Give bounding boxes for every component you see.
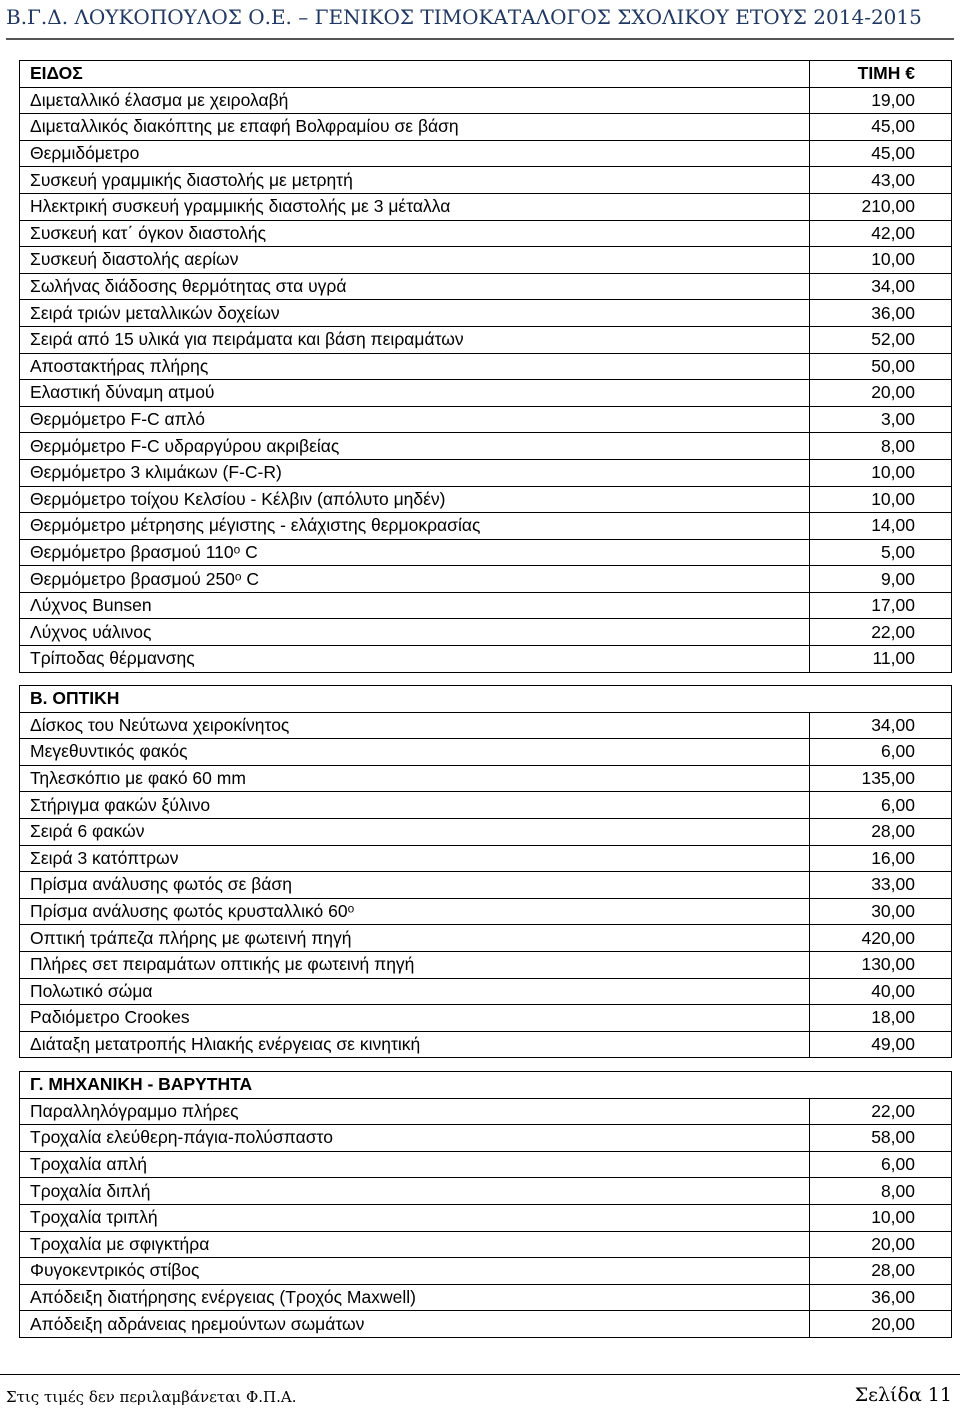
item-name: Σειρά 6 φακών [20,818,810,845]
table-row [20,765,952,792]
item-price: 28,00 [810,818,952,845]
item-name: Θερμόμετρο βρασμού 250ᵒ C [20,566,810,593]
table-row [20,326,952,353]
item-price: 130,00 [810,951,952,978]
item-name: Συσκευή διαστολής αερίων [20,247,810,274]
table-row [20,380,952,407]
item-name: Σειρά από 15 υλικά για πειράματα και βάση πειραμάτων [20,326,810,353]
table-row [20,167,952,194]
item-name: Στήριγμα φακών ξύλινο [20,792,810,819]
table-row [20,818,952,845]
item-name: Απόδειξη αδράνειας ηρεμούντων σωμάτων [20,1311,810,1338]
item-price: 8,00 [810,433,952,460]
table-row [20,513,952,540]
item-price: 34,00 [810,273,952,300]
item-price: 9,00 [810,566,952,593]
item-name: Θερμόμετρο F-C υδραργύρου ακριβείας [20,433,810,460]
item-name: Πρίσμα ανάλυσης φωτός σε βάση [20,872,810,899]
table-row [20,566,952,593]
company-name: Β.Γ.Δ. ΛΟΥΚΟΠΟΥΛΟΣ Ο.Ε. [6,5,292,29]
section-heading-row [20,1072,952,1099]
table-row [20,951,952,978]
table-row [20,619,952,646]
item-name: Συσκευή γραμμικής διαστολής με μετρητή [20,167,810,194]
item-name: Σωλήνας διάδοσης θερμότητας στα υγρά [20,273,810,300]
item-price: 14,00 [810,513,952,540]
section-heading-mechanics: Γ. ΜΗΧΑΝΙΚΗ - ΒΑΡΥΤΗΤΑ [20,1072,952,1099]
table-row [20,1258,952,1285]
item-price: 10,00 [810,459,952,486]
item-price: 28,00 [810,1258,952,1285]
item-name: Τροχαλία με σφιγκτήρα [20,1231,810,1258]
table-row [20,872,952,899]
item-name: Θερμόμετρο F-C απλό [20,406,810,433]
item-name: Οπτική τράπεζα πλήρης με φωτεινή πηγή [20,925,810,952]
item-price: 36,00 [810,1284,952,1311]
item-name: Πλήρες σετ πειραμάτων οπτικής με φωτεινή πηγή [20,951,810,978]
table-row [20,87,952,114]
item-name: Απόδειξη διατήρησης ενέργειας (Τροχός Maxwell) [20,1284,810,1311]
item-price: 420,00 [810,925,952,952]
item-name: Διμεταλλικό έλασμα με χειρολαβή [20,87,810,114]
item-price: 6,00 [810,792,952,819]
table-row [20,1204,952,1231]
item-name: Τροχαλία απλή [20,1151,810,1178]
item-name: Θερμόμετρο μέτρησης μέγιστης - ελάχιστης θερμοκρασίας [20,513,810,540]
item-price: 30,00 [810,898,952,925]
table-row [20,646,952,673]
header-dash: – [298,5,309,29]
item-price: 50,00 [810,353,952,380]
item-price: 17,00 [810,592,952,619]
item-name: Διμεταλλικός διακόπτης με επαφή Βολφραμίου σε βάση [20,114,810,141]
item-price: 45,00 [810,140,952,167]
table-row [20,1005,952,1032]
item-name: Τρίποδας θέρμανσης [20,646,810,673]
item-price: 20,00 [810,1311,952,1338]
table-row [20,433,952,460]
item-price: 10,00 [810,1204,952,1231]
item-price: 49,00 [810,1031,952,1058]
column-header-price: ΤΙΜΗ € [810,61,952,88]
column-header-item: ΕΙΔΟΣ [20,61,810,88]
table-row [20,1031,952,1058]
item-price: 43,00 [810,167,952,194]
item-price: 36,00 [810,300,952,327]
item-name: Φυγοκεντρικός στίβος [20,1258,810,1285]
item-price: 52,00 [810,326,952,353]
item-price: 8,00 [810,1178,952,1205]
section-heading-row [20,686,952,713]
table-row [20,845,952,872]
table-row [20,140,952,167]
item-name: Παραλληλόγραμμο πλήρες [20,1098,810,1125]
item-name: Αποστακτήρας πλήρης [20,353,810,380]
item-name: Σειρά τριών μεταλλικών δοχείων [20,300,810,327]
table-row [20,220,952,247]
item-name: Μεγεθυντικός φακός [20,739,810,766]
item-price: 20,00 [810,380,952,407]
item-name: Ηλεκτρική συσκευή γραμμικής διαστολής με 3 μέταλλα [20,193,810,220]
table-row [20,712,952,739]
item-price: 11,00 [810,646,952,673]
item-price: 42,00 [810,220,952,247]
item-price: 3,00 [810,406,952,433]
table-row [20,539,952,566]
item-price: 6,00 [810,1151,952,1178]
table-header-row [20,61,952,88]
price-table-optics [19,685,952,1058]
item-price: 10,00 [810,247,952,274]
item-price: 40,00 [810,978,952,1005]
item-name: Ελαστική δύναμη ατμού [20,380,810,407]
item-name: Πολωτικό σώμα [20,978,810,1005]
item-price: 34,00 [810,712,952,739]
table-row [20,300,952,327]
item-name: Λύχνος Bunsen [20,592,810,619]
item-name: Τροχαλία διπλή [20,1178,810,1205]
catalog-title: ΓΕΝΙΚΟΣ ΤΙΜΟΚΑΤΑΛΟΓΟΣ ΣΧΟΛΙΚΟΥ ΕΤΟΥΣ 2014-2015 [314,5,922,29]
item-price: 6,00 [810,739,952,766]
page-header [6,2,954,40]
table-row [20,406,952,433]
item-name: Σειρά 3 κατόπτρων [20,845,810,872]
item-price: 22,00 [810,619,952,646]
item-price: 18,00 [810,1005,952,1032]
item-name: Τηλεσκόπιο με φακό 60 mm [20,765,810,792]
section-heading-optics: Β. ΟΠΤΙΚΗ [20,686,952,713]
table-row [20,1125,952,1152]
item-price: 22,00 [810,1098,952,1125]
item-name: Πρίσμα ανάλυσης φωτός κρυσταλλικό 60ᵒ [20,898,810,925]
item-price: 45,00 [810,114,952,141]
item-name: Λύχνος υάλινος [20,619,810,646]
item-price: 5,00 [810,539,952,566]
item-price: 210,00 [810,193,952,220]
table-row [20,114,952,141]
item-name: Συσκευή κατ΄ όγκον διαστολής [20,220,810,247]
table-row [20,273,952,300]
item-price: 135,00 [810,765,952,792]
item-price: 20,00 [810,1231,952,1258]
item-name: Τροχαλία τριπλή [20,1204,810,1231]
page-number: Σελίδα 11 [854,1384,952,1406]
table-row [20,792,952,819]
table-row [20,486,952,513]
item-price: 16,00 [810,845,952,872]
price-table-mechanics [19,1071,952,1338]
item-name: Θερμόμετρο βρασμού 110ᵒ C [20,539,810,566]
table-row [20,247,952,274]
table-row [20,1178,952,1205]
price-table-heat [19,60,952,673]
table-row [20,193,952,220]
table-row [20,1311,952,1338]
item-name: Τροχαλία ελεύθερη-πάγια-πολύσπαστο [20,1125,810,1152]
item-name: Θερμόμετρο 3 κλιμάκων (F-C-R) [20,459,810,486]
table-row [20,898,952,925]
table-row [20,1284,952,1311]
item-name: Δίσκος του Νεύτωνα χειροκίνητος [20,712,810,739]
item-price: 10,00 [810,486,952,513]
table-row [20,353,952,380]
table-row [20,1151,952,1178]
item-price: 58,00 [810,1125,952,1152]
table-row [20,925,952,952]
item-name: Θερμιδόμετρο [20,140,810,167]
item-price: 33,00 [810,872,952,899]
item-name: Θερμόμετρο τοίχου Κελσίου - Κέλβιν (απόλυτο μηδέν) [20,486,810,513]
item-name: Ραδιόμετρο Crookes [20,1005,810,1032]
table-row [20,592,952,619]
table-row [20,739,952,766]
item-price: 19,00 [810,87,952,114]
item-name: Διάταξη μετατροπής Ηλιακής ενέργειας σε κινητική [20,1031,810,1058]
vat-note: Στις τιμές δεν περιλαμβάνεται Φ.Π.Α. [6,1388,297,1406]
table-row [20,459,952,486]
footer-divider [0,1374,960,1375]
table-row [20,978,952,1005]
table-row [20,1231,952,1258]
table-row [20,1098,952,1125]
